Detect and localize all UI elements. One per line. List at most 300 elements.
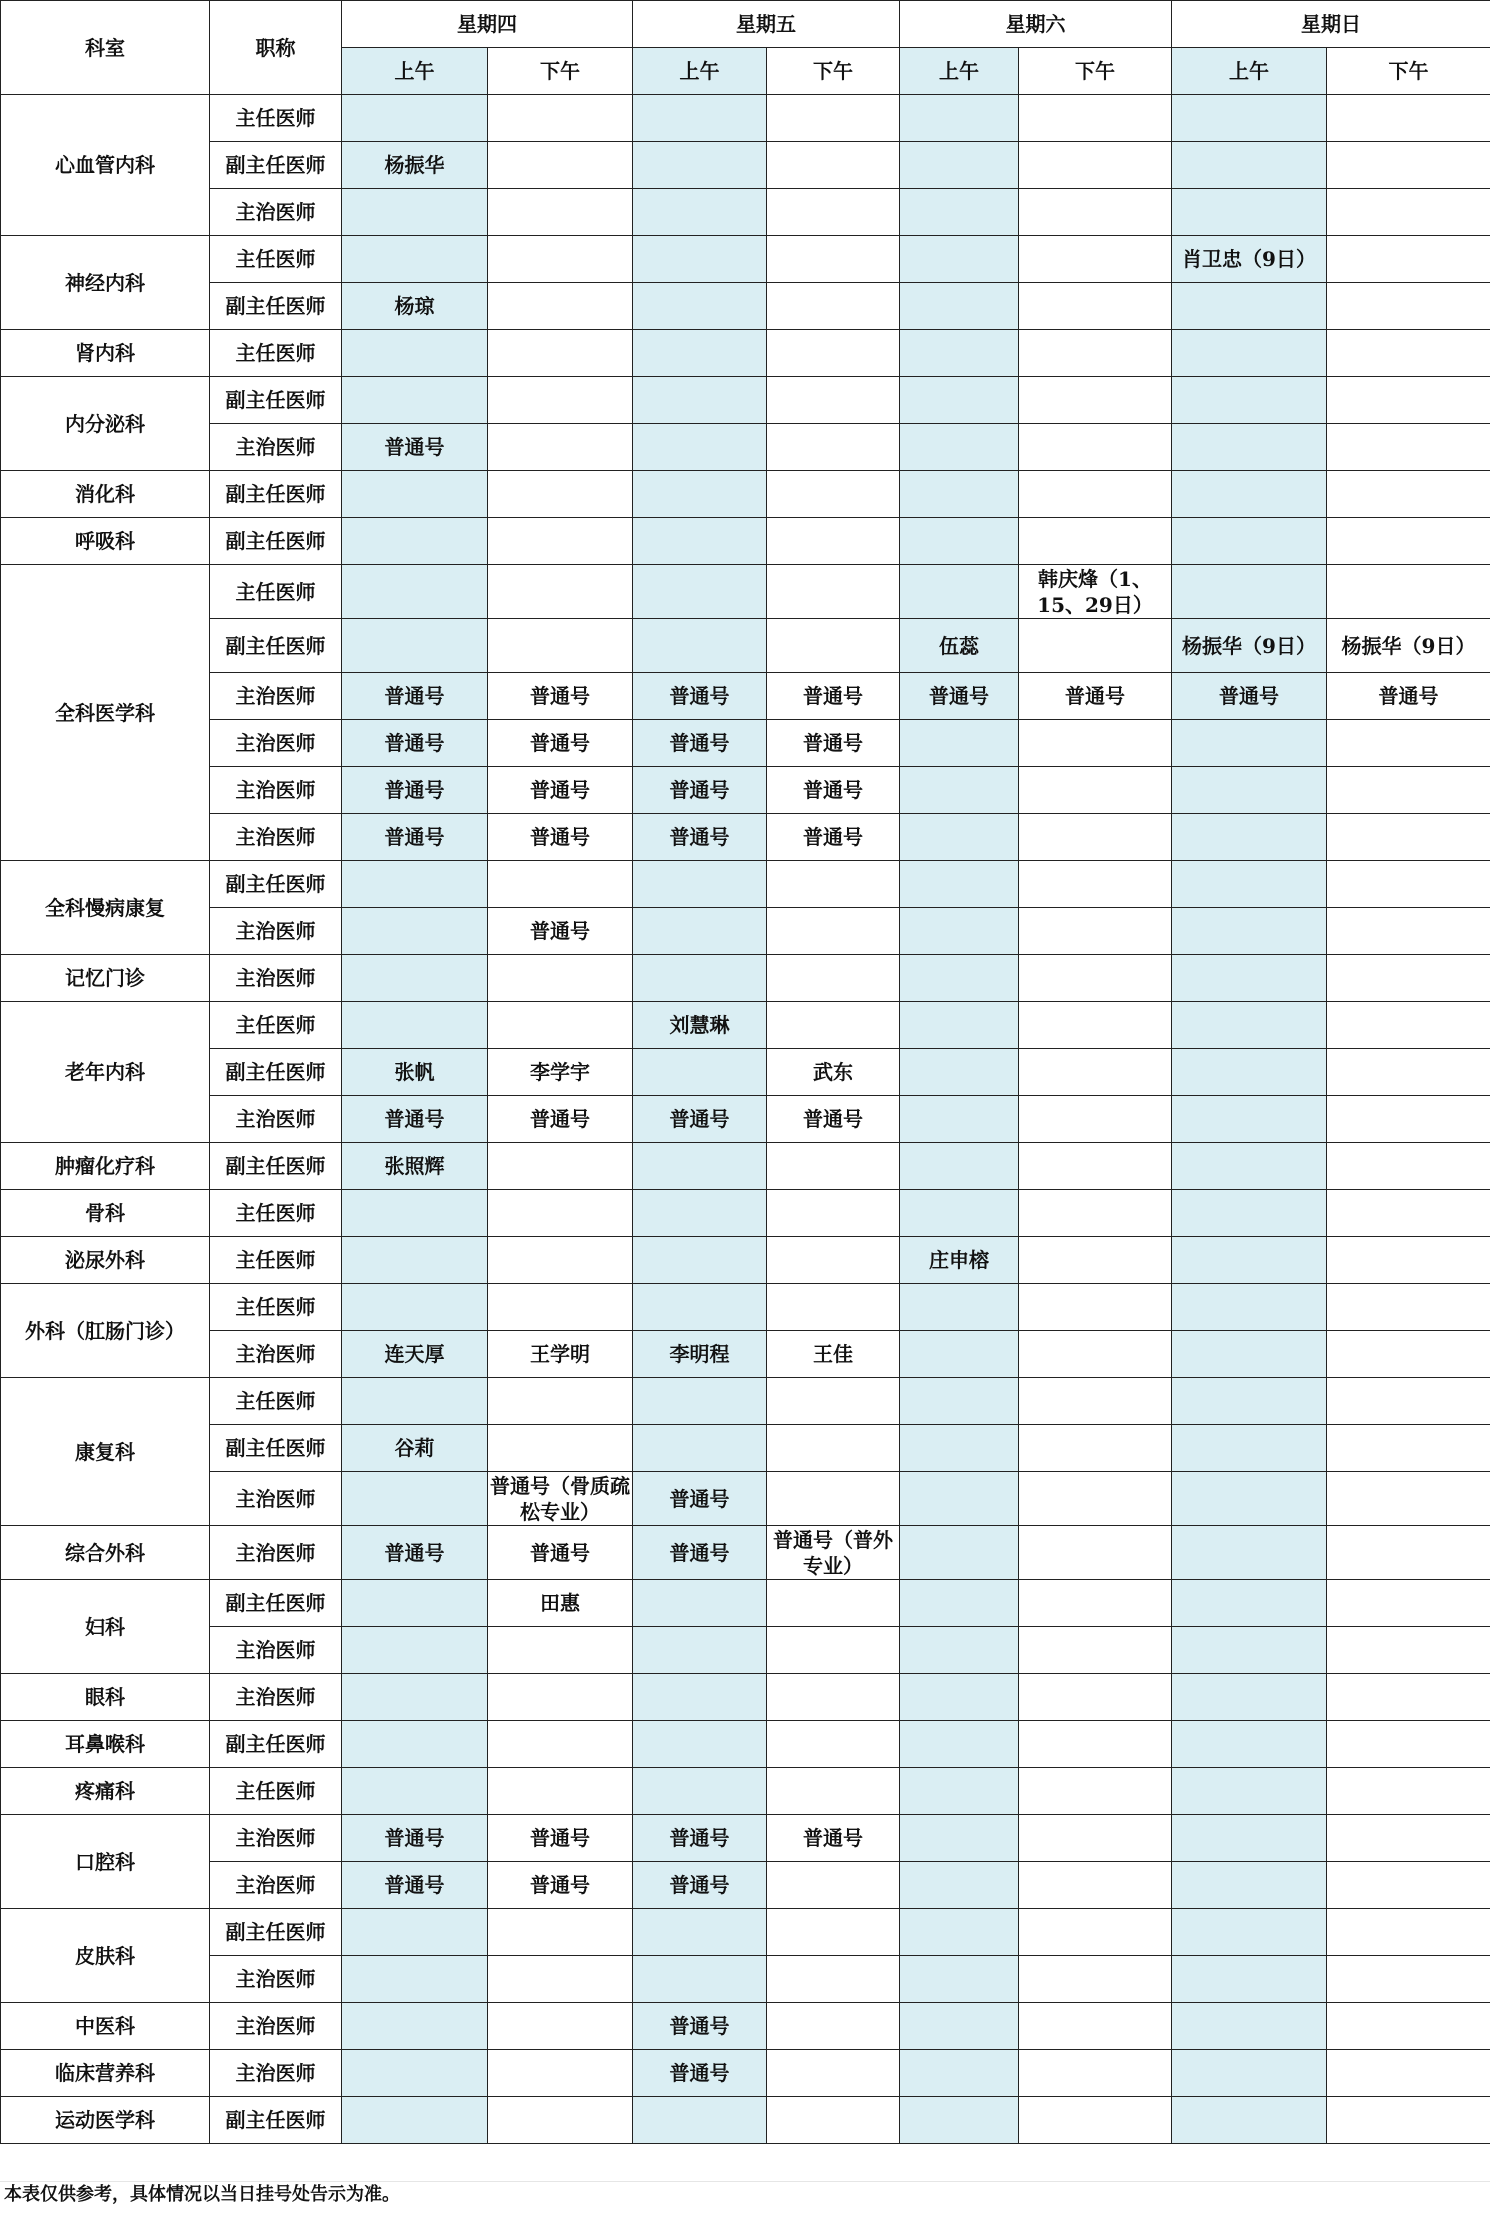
pm-slot-cell (1327, 189, 1490, 236)
title-cell: 主治医师 (210, 955, 342, 1002)
am-slot-cell: 普通号 (633, 1815, 767, 1862)
am-slot-cell (342, 95, 488, 142)
dept-cell: 全科慢病康复 (1, 861, 210, 955)
am-slot-cell: 普通号 (342, 767, 488, 814)
pm-slot-cell (767, 330, 900, 377)
title-cell: 副主任医师 (210, 377, 342, 424)
pm-slot-cell (1327, 1909, 1490, 1956)
am-slot-cell (900, 1580, 1019, 1627)
dept-cell: 眼科 (1, 1674, 210, 1721)
am-slot-cell (1172, 1721, 1327, 1768)
pm-slot-cell (767, 861, 900, 908)
title-cell: 主治医师 (210, 1526, 342, 1580)
pm-slot-cell (1327, 142, 1490, 189)
table-row (1, 2097, 1490, 2144)
pm-slot-cell (1327, 1815, 1490, 1862)
pm-slot-cell (767, 1674, 900, 1721)
am-slot-cell (342, 471, 488, 518)
title-cell: 副主任医师 (210, 2097, 342, 2144)
dept-cell: 外科（肛肠门诊） (1, 1284, 210, 1378)
pm-slot-cell (767, 1472, 900, 1526)
am-slot-cell (342, 1627, 488, 1674)
pm-slot-cell (1019, 142, 1172, 189)
am-slot-cell (900, 1425, 1019, 1472)
pm-slot-cell (488, 861, 633, 908)
pm-slot-cell: 普通号 (767, 1096, 900, 1143)
pm-slot-cell (1019, 1284, 1172, 1331)
pm-slot-cell (1019, 2050, 1172, 2097)
dept-cell: 内分泌科 (1, 377, 210, 471)
pm-slot-cell (767, 2050, 900, 2097)
pm-slot-cell (1327, 377, 1490, 424)
pm-slot-cell (767, 95, 900, 142)
am-slot-cell (633, 1768, 767, 1815)
title-cell: 主治医师 (210, 767, 342, 814)
dept-cell: 中医科 (1, 2003, 210, 2050)
pm-slot-cell (1327, 1190, 1490, 1237)
pm-slot-cell: 普通号 (488, 1526, 633, 1580)
am-slot-cell (342, 1721, 488, 1768)
title-cell: 主任医师 (210, 1190, 342, 1237)
title-cell: 主治医师 (210, 673, 342, 720)
pm-slot-cell (1327, 1096, 1490, 1143)
am-slot-cell: 普通号 (633, 1862, 767, 1909)
am-slot-cell (900, 1627, 1019, 1674)
pm-slot-cell (767, 908, 900, 955)
pm-slot-cell (1327, 1237, 1490, 1284)
table-row (1, 1674, 1490, 1721)
title-cell: 主治医师 (210, 1956, 342, 2003)
title-cell: 主任医师 (210, 1284, 342, 1331)
table-row (1, 565, 1490, 619)
pm-slot-cell (488, 330, 633, 377)
pm-slot-cell: 普通号 (767, 1815, 900, 1862)
am-slot-cell (1172, 814, 1327, 861)
pm-slot-cell (488, 955, 633, 1002)
pm-slot-cell (1019, 1627, 1172, 1674)
am-slot-cell (342, 2050, 488, 2097)
table-row (1, 1002, 1490, 1049)
title-cell: 主任医师 (210, 236, 342, 283)
am-slot-cell (1172, 1815, 1327, 1862)
table-row (1, 1956, 1490, 2003)
am-slot-cell (1172, 1190, 1327, 1237)
pm-slot-cell (488, 1002, 633, 1049)
table-row (1, 955, 1490, 1002)
am-slot-cell (900, 1284, 1019, 1331)
am-slot-cell (633, 1909, 767, 1956)
pm-slot-cell: 普通号 (1019, 673, 1172, 720)
pm-slot-cell (1327, 330, 1490, 377)
title-cell: 主治医师 (210, 2050, 342, 2097)
am-slot-cell (900, 236, 1019, 283)
dept-cell: 运动医学科 (1, 2097, 210, 2144)
am-slot-cell (1172, 1002, 1327, 1049)
am-slot-cell (342, 189, 488, 236)
pm-slot-cell (488, 1956, 633, 2003)
pm-slot-cell (488, 471, 633, 518)
pm-slot-cell (1019, 1425, 1172, 1472)
am-slot-cell: 杨振华 (342, 142, 488, 189)
pm-slot-cell (1327, 1378, 1490, 1425)
table-row (1, 471, 1490, 518)
table-row (1, 1331, 1490, 1378)
am-slot-cell (633, 1721, 767, 1768)
dept-cell: 消化科 (1, 471, 210, 518)
pm-slot-cell (1327, 1143, 1490, 1190)
am-slot-cell (1172, 424, 1327, 471)
pm-slot-cell (1327, 908, 1490, 955)
blank-row (0, 2151, 1490, 2182)
pm-slot-cell (1327, 1331, 1490, 1378)
am-slot-cell (900, 1190, 1019, 1237)
pm-slot-cell (1327, 861, 1490, 908)
title-cell: 主任医师 (210, 1768, 342, 1815)
am-slot-cell (633, 1425, 767, 1472)
pm-slot-cell (1327, 1425, 1490, 1472)
pm-slot-cell (1019, 720, 1172, 767)
pm-slot-cell (1019, 767, 1172, 814)
pm-slot-cell (1327, 95, 1490, 142)
pm-slot-cell: 王学明 (488, 1331, 633, 1378)
am-slot-cell (1172, 1378, 1327, 1425)
am-slot-cell (633, 1284, 767, 1331)
table-row (1, 2003, 1490, 2050)
am-slot-cell (633, 236, 767, 283)
am-slot-cell (1172, 1862, 1327, 1909)
table-row (1, 1049, 1490, 1096)
header-row-days (1, 1, 1490, 48)
pm-slot-cell (488, 2050, 633, 2097)
am-slot-cell (1172, 908, 1327, 955)
am-slot-cell (1172, 2003, 1327, 2050)
pm-slot-cell (1327, 1472, 1490, 1526)
title-cell: 副主任医师 (210, 471, 342, 518)
pm-slot-cell (767, 1425, 900, 1472)
am-slot-cell (633, 424, 767, 471)
pm-slot-cell (1327, 471, 1490, 518)
table-row (1, 861, 1490, 908)
pm-slot-cell (1019, 283, 1172, 330)
am-slot-cell: 连天厚 (342, 1331, 488, 1378)
table-row (1, 2050, 1490, 2097)
title-cell: 主治医师 (210, 720, 342, 767)
pm-slot-cell (1019, 330, 1172, 377)
am-slot-cell (900, 95, 1019, 142)
header-pm: 下午 (1327, 48, 1490, 95)
pm-slot-cell (1019, 1815, 1172, 1862)
am-slot-cell: 杨琼 (342, 283, 488, 330)
am-slot-cell: 普通号 (900, 673, 1019, 720)
title-cell: 副主任医师 (210, 283, 342, 330)
am-slot-cell: 李明程 (633, 1331, 767, 1378)
am-slot-cell (1172, 1956, 1327, 2003)
dept-cell: 全科医学科 (1, 565, 210, 861)
pm-slot-cell: 普通号 (488, 1096, 633, 1143)
pm-slot-cell (1019, 2003, 1172, 2050)
am-slot-cell (633, 330, 767, 377)
table-row (1, 1190, 1490, 1237)
table-row (1, 1425, 1490, 1472)
am-slot-cell (633, 1627, 767, 1674)
am-slot-cell: 普通号 (342, 673, 488, 720)
pm-slot-cell (767, 565, 900, 619)
pm-slot-cell: 普通号 (488, 1815, 633, 1862)
pm-slot-cell (488, 236, 633, 283)
pm-slot-cell (1327, 283, 1490, 330)
pm-slot-cell (1019, 955, 1172, 1002)
table-row (1, 1768, 1490, 1815)
table-row (1, 767, 1490, 814)
am-slot-cell (1172, 1768, 1327, 1815)
table-row (1, 283, 1490, 330)
title-cell: 主治医师 (210, 1472, 342, 1526)
table-row (1, 1580, 1490, 1627)
pm-slot-cell (767, 189, 900, 236)
pm-slot-cell (767, 1768, 900, 1815)
am-slot-cell: 普通号 (633, 720, 767, 767)
pm-slot-cell (767, 1237, 900, 1284)
title-cell: 主任医师 (210, 330, 342, 377)
pm-slot-cell (1327, 2003, 1490, 2050)
pm-slot-cell: 普通号 (488, 1862, 633, 1909)
pm-slot-cell: 普通号 (488, 673, 633, 720)
am-slot-cell (900, 2003, 1019, 2050)
am-slot-cell: 普通号 (342, 1526, 488, 1580)
am-slot-cell (1172, 1284, 1327, 1331)
am-slot-cell (1172, 95, 1327, 142)
am-slot-cell (633, 565, 767, 619)
pm-slot-cell (1327, 1721, 1490, 1768)
dept-cell: 口腔科 (1, 1815, 210, 1909)
am-slot-cell (900, 767, 1019, 814)
table-row (1, 1378, 1490, 1425)
header-day-fri: 星期五 (633, 1, 900, 48)
am-slot-cell (633, 95, 767, 142)
am-slot-cell (900, 1815, 1019, 1862)
dept-cell: 骨科 (1, 1190, 210, 1237)
am-slot-cell (900, 518, 1019, 565)
pm-slot-cell (488, 619, 633, 673)
pm-slot-cell (488, 377, 633, 424)
pm-slot-cell (1019, 95, 1172, 142)
pm-slot-cell (767, 2097, 900, 2144)
am-slot-cell (633, 1237, 767, 1284)
pm-slot-cell (488, 565, 633, 619)
am-slot-cell (900, 283, 1019, 330)
table-row (1, 1237, 1490, 1284)
title-cell: 副主任医师 (210, 861, 342, 908)
am-slot-cell (342, 1284, 488, 1331)
pm-slot-cell (767, 1627, 900, 1674)
am-slot-cell: 普通号 (342, 424, 488, 471)
am-slot-cell (633, 1190, 767, 1237)
am-slot-cell: 肖卫忠（9日） (1172, 236, 1327, 283)
am-slot-cell (1172, 1237, 1327, 1284)
am-slot-cell (900, 2050, 1019, 2097)
am-slot-cell (900, 565, 1019, 619)
am-slot-cell (633, 861, 767, 908)
title-cell: 主治医师 (210, 814, 342, 861)
pm-slot-cell (1019, 619, 1172, 673)
pm-slot-cell (767, 955, 900, 1002)
pm-slot-cell: 杨振华（9日） (1327, 619, 1490, 673)
pm-slot-cell: 普通号 (488, 720, 633, 767)
am-slot-cell (633, 189, 767, 236)
table-row (1, 1526, 1490, 1580)
pm-slot-cell (488, 95, 633, 142)
table-row (1, 189, 1490, 236)
pm-slot-cell (1019, 518, 1172, 565)
table-row (1, 1721, 1490, 1768)
pm-slot-cell (1327, 1580, 1490, 1627)
table-row (1, 236, 1490, 283)
am-slot-cell: 谷莉 (342, 1425, 488, 1472)
footer-note: 本表仅供参考，具体情况以当日挂号处告示为准。 (4, 2184, 400, 2205)
table-row (1, 330, 1490, 377)
pm-slot-cell (1019, 1472, 1172, 1526)
pm-slot-cell (767, 1721, 900, 1768)
title-cell: 主治医师 (210, 1862, 342, 1909)
table-row (1, 1143, 1490, 1190)
pm-slot-cell (767, 2003, 900, 2050)
am-slot-cell: 普通号 (633, 1096, 767, 1143)
pm-slot-cell: 武东 (767, 1049, 900, 1096)
table-row (1, 1472, 1490, 1526)
am-slot-cell (342, 518, 488, 565)
header-pm: 下午 (488, 48, 633, 95)
title-cell: 主任医师 (210, 95, 342, 142)
am-slot-cell: 普通号 (633, 1472, 767, 1526)
dept-cell: 皮肤科 (1, 1909, 210, 2003)
am-slot-cell (633, 1143, 767, 1190)
dept-cell: 神经内科 (1, 236, 210, 330)
pm-slot-cell (767, 1580, 900, 1627)
am-slot-cell (1172, 1049, 1327, 1096)
pm-slot-cell (1327, 565, 1490, 619)
am-slot-cell: 普通号 (342, 1815, 488, 1862)
pm-slot-cell (767, 377, 900, 424)
pm-slot-cell (1019, 908, 1172, 955)
am-slot-cell (633, 619, 767, 673)
am-slot-cell (900, 1768, 1019, 1815)
title-cell: 副主任医师 (210, 1143, 342, 1190)
pm-slot-cell (1019, 1143, 1172, 1190)
pm-slot-cell (767, 1143, 900, 1190)
pm-slot-cell (488, 1284, 633, 1331)
pm-slot-cell (1019, 1721, 1172, 1768)
pm-slot-cell: 普通号 (488, 814, 633, 861)
pm-slot-cell (1327, 518, 1490, 565)
title-cell: 副主任医师 (210, 1721, 342, 1768)
dept-cell: 记忆门诊 (1, 955, 210, 1002)
schedule-body (1, 95, 1490, 2144)
pm-slot-cell (767, 471, 900, 518)
pm-slot-cell: 普通号（骨质疏松专业） (488, 1472, 633, 1526)
am-slot-cell (342, 619, 488, 673)
am-slot-cell (342, 1674, 488, 1721)
am-slot-cell (633, 908, 767, 955)
am-slot-cell: 普通号 (342, 1096, 488, 1143)
am-slot-cell (1172, 330, 1327, 377)
pm-slot-cell (767, 1284, 900, 1331)
pm-slot-cell (488, 518, 633, 565)
table-row (1, 95, 1490, 142)
am-slot-cell (633, 1674, 767, 1721)
am-slot-cell (900, 2097, 1019, 2144)
am-slot-cell (1172, 1425, 1327, 1472)
pm-slot-cell (767, 142, 900, 189)
title-cell: 主治医师 (210, 908, 342, 955)
am-slot-cell (900, 908, 1019, 955)
am-slot-cell (900, 424, 1019, 471)
pm-slot-cell (1019, 1002, 1172, 1049)
table-row (1, 619, 1490, 673)
title-cell: 主治医师 (210, 2003, 342, 2050)
pm-slot-cell (488, 1909, 633, 1956)
am-slot-cell (342, 377, 488, 424)
header-dept: 科室 (1, 1, 210, 95)
am-slot-cell (1172, 1580, 1327, 1627)
dept-cell: 康复科 (1, 1378, 210, 1526)
am-slot-cell (900, 1096, 1019, 1143)
am-slot-cell (633, 471, 767, 518)
header-am: 上午 (633, 48, 767, 95)
am-slot-cell (1172, 1096, 1327, 1143)
am-slot-cell (342, 2097, 488, 2144)
dept-cell: 耳鼻喉科 (1, 1721, 210, 1768)
header-title: 职称 (210, 1, 342, 95)
title-cell: 主治医师 (210, 424, 342, 471)
header-pm: 下午 (1019, 48, 1172, 95)
am-slot-cell (1172, 471, 1327, 518)
am-slot-cell (342, 908, 488, 955)
title-cell: 主治医师 (210, 189, 342, 236)
am-slot-cell (342, 565, 488, 619)
pm-slot-cell (1019, 1909, 1172, 1956)
table-row (1, 1284, 1490, 1331)
pm-slot-cell (1019, 1580, 1172, 1627)
title-cell: 副主任医师 (210, 518, 342, 565)
pm-slot-cell (767, 1909, 900, 1956)
pm-slot-cell: 普通号 (488, 767, 633, 814)
header-am: 上午 (342, 48, 488, 95)
dept-cell: 老年内科 (1, 1002, 210, 1143)
am-slot-cell: 普通号 (633, 673, 767, 720)
table-row (1, 142, 1490, 189)
pm-slot-cell: 普通号 (767, 720, 900, 767)
table-row (1, 518, 1490, 565)
am-slot-cell (633, 518, 767, 565)
pm-slot-cell (1019, 1674, 1172, 1721)
am-slot-cell (1172, 861, 1327, 908)
am-slot-cell (900, 330, 1019, 377)
pm-slot-cell (1019, 189, 1172, 236)
am-slot-cell: 刘慧琳 (633, 1002, 767, 1049)
title-cell: 主治医师 (210, 1815, 342, 1862)
title-cell: 副主任医师 (210, 619, 342, 673)
header-day-sun: 星期日 (1172, 1, 1490, 48)
table-row (1, 1627, 1490, 1674)
title-cell: 副主任医师 (210, 142, 342, 189)
am-slot-cell (900, 1674, 1019, 1721)
am-slot-cell (900, 1956, 1019, 2003)
am-slot-cell: 普通号 (633, 767, 767, 814)
pm-slot-cell (488, 283, 633, 330)
title-cell: 副主任医师 (210, 1580, 342, 1627)
am-slot-cell (900, 1331, 1019, 1378)
pm-slot-cell (488, 1768, 633, 1815)
